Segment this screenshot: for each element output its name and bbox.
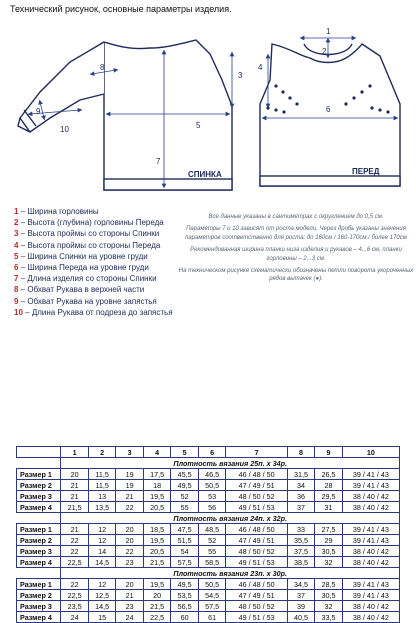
table-cell: 30,5 — [315, 590, 343, 601]
table-cell: 32 — [315, 557, 343, 568]
table-cell: 56 — [198, 502, 226, 513]
page-title: Технический рисунок, основные параметры изделия. — [10, 4, 232, 14]
table-section-row — [17, 458, 400, 469]
row-label: Размер 1 — [17, 524, 61, 535]
table-cell: 34 — [287, 480, 315, 491]
table-row — [17, 557, 400, 568]
table-cell: 39 — [287, 601, 315, 612]
table-cell: 20 — [116, 524, 144, 535]
table-cell: 61 — [198, 612, 226, 623]
table-cell: 32 — [315, 601, 343, 612]
table-cell: 50,5 — [198, 579, 226, 590]
table-cell: 54 — [171, 546, 199, 557]
table-cell: 49 / 51 / 53 — [226, 502, 287, 513]
table-cell: 47,5 — [171, 524, 199, 535]
front-label: ПЕРЕД — [352, 167, 380, 176]
legend-item: 10 – Длина Рукава от подреза до запястья — [14, 307, 173, 317]
note: Все данные указаны в сантиметрах с округлением до 0,5 см. — [208, 214, 384, 220]
legend-item: 3 – Высота проймы со стороны Спинки — [14, 229, 160, 239]
dim-label-2: 2 — [322, 47, 327, 56]
table-cell: 31,5 — [287, 469, 315, 480]
legend-item: 2 – Высота (глубина) горловины Переда — [14, 218, 164, 228]
table-cell: 19,5 — [143, 535, 171, 546]
table-cell: 21,5 — [61, 502, 89, 513]
section-spacer — [17, 458, 61, 469]
table-cell: 21 — [61, 524, 89, 535]
notes — [178, 213, 414, 288]
row-label: Размер 4 — [17, 612, 61, 623]
table-section-title: Плотность вязания 25п. х 34р. — [61, 458, 400, 469]
dim-label-9: 9 — [36, 107, 41, 116]
table-cell: 38 / 40 / 42 — [342, 601, 399, 612]
table-cell: 19,5 — [143, 579, 171, 590]
table-cell: 22 — [116, 546, 144, 557]
note: Рекомендованная ширина планки низа изделия и рукавов – 4...6 см, планки горловины – 2...3 см. — [190, 247, 402, 262]
table-cell: 39 / 41 / 43 — [342, 480, 399, 491]
table-cell: 49,5 — [171, 579, 199, 590]
column-header: 9 — [315, 447, 343, 458]
table-cell: 57,5 — [198, 601, 226, 612]
legend-item: 9 – Обхват Рукава на уровне запястья — [14, 296, 157, 306]
table-cell: 46 / 48 / 50 — [226, 469, 287, 480]
table-cell: 12 — [88, 535, 116, 546]
dim-label-7: 7 — [156, 157, 161, 166]
table-cell: 54,5 — [198, 590, 226, 601]
table-section-row — [17, 513, 400, 524]
table-cell: 20 — [116, 535, 144, 546]
back-label: СПИНКА — [188, 170, 222, 179]
table-cell: 29,5 — [315, 491, 343, 502]
column-header: 6 — [198, 447, 226, 458]
column-header: 10 — [342, 447, 399, 458]
table-cell: 14 — [88, 546, 116, 557]
table-cell: 19 — [116, 480, 144, 491]
table-cell: 20,5 — [143, 546, 171, 557]
column-header: 1 — [61, 447, 89, 458]
table-cell: 22 — [116, 502, 144, 513]
table-row — [17, 612, 400, 623]
table-row — [17, 502, 400, 513]
table-cell: 58,5 — [198, 557, 226, 568]
table-cell: 13 — [88, 491, 116, 502]
row-label: Размер 1 — [17, 579, 61, 590]
table-row — [17, 601, 400, 612]
table-cell: 22 — [61, 579, 89, 590]
table-cell: 28 — [315, 480, 343, 491]
row-label: Размер 2 — [17, 590, 61, 601]
size-table — [16, 446, 400, 623]
table-cell: 48 / 50 / 52 — [226, 546, 287, 557]
section-spacer — [17, 568, 61, 579]
column-header: 3 — [116, 447, 144, 458]
table-row — [17, 469, 400, 480]
table-cell: 53 — [198, 491, 226, 502]
table-cell: 14,5 — [88, 601, 116, 612]
table-cell: 46,5 — [198, 469, 226, 480]
table-cell: 26,5 — [315, 469, 343, 480]
table-cell: 37,5 — [287, 546, 315, 557]
table-cell: 55 — [171, 502, 199, 513]
table-cell: 12 — [88, 579, 116, 590]
table-cell: 35,5 — [287, 535, 315, 546]
section-spacer — [17, 513, 61, 524]
table-cell: 21 — [61, 491, 89, 502]
table-row — [17, 480, 400, 491]
dim-label-3: 3 — [238, 71, 243, 80]
table-row — [17, 491, 400, 502]
column-header: 4 — [143, 447, 171, 458]
table-cell: 15 — [88, 612, 116, 623]
table-cell: 22 — [61, 535, 89, 546]
table-cell: 22,5 — [61, 557, 89, 568]
legend-item: 6 – Ширина Переда на уровне груди — [14, 263, 149, 273]
note: Параметры 7 и 10 зависят от роста модели. Через дробь указаны значения параметров соответственно для роста: до 160см / 160-170см / более 170см — [185, 226, 407, 241]
table-cell: 23 — [116, 601, 144, 612]
table-cell: 38,5 — [287, 557, 315, 568]
table-cell: 11,5 — [88, 469, 116, 480]
dim-label-5: 5 — [196, 121, 201, 130]
table-cell: 37 — [287, 590, 315, 601]
table-cell: 24 — [61, 612, 89, 623]
table-cell: 52 — [171, 491, 199, 502]
table-cell: 18 — [143, 480, 171, 491]
table-cell: 52 — [198, 535, 226, 546]
table-cell: 13,5 — [88, 502, 116, 513]
front-garment — [260, 44, 400, 186]
table-cell: 19,5 — [143, 491, 171, 502]
parameter-legend — [14, 206, 194, 318]
table-cell: 46 / 48 / 50 — [226, 579, 287, 590]
note: На техническом рисунке схематически обозначены петли поворота укороченных рядов вытачек (●). — [178, 268, 414, 283]
dim-label-6: 6 — [326, 105, 331, 114]
column-header: 8 — [287, 447, 315, 458]
back-garment — [18, 40, 232, 190]
table-header-row — [17, 447, 400, 458]
table-cell: 19 — [116, 469, 144, 480]
table-section-title: Плотность вязания 23п. х 30р. — [61, 568, 400, 579]
technical-drawing — [0, 14, 416, 204]
table-cell: 48 / 50 / 52 — [226, 601, 287, 612]
table-cell: 11,5 — [88, 480, 116, 491]
dim-label-10: 10 — [60, 125, 69, 134]
table-cell: 22,5 — [61, 590, 89, 601]
column-header: 2 — [88, 447, 116, 458]
table-cell: 21 — [116, 491, 144, 502]
table-row — [17, 590, 400, 601]
table-row — [17, 535, 400, 546]
table-cell: 46 / 48 / 50 — [226, 524, 287, 535]
table-cell: 31 — [315, 502, 343, 513]
legend-item: 5 – Ширина Спинки на уровне груди — [14, 251, 148, 261]
row-label: Размер 4 — [17, 502, 61, 513]
row-label: Размер 4 — [17, 557, 61, 568]
row-label: Размер 3 — [17, 491, 61, 502]
table-cell: 39 / 41 / 43 — [342, 469, 399, 480]
table-section-title: Плотность вязания 24п. х 32р. — [61, 513, 400, 524]
table-cell: 12 — [88, 524, 116, 535]
legend-item: 4 – Высота проймы со стороны Переда — [14, 240, 161, 250]
table-cell: 45,5 — [171, 469, 199, 480]
table-cell: 23,5 — [61, 601, 89, 612]
table-body — [17, 458, 400, 623]
row-label: Размер 3 — [17, 546, 61, 557]
table-row — [17, 524, 400, 535]
table-cell: 30,5 — [315, 546, 343, 557]
table-cell: 21 — [116, 590, 144, 601]
row-label: Размер 2 — [17, 480, 61, 491]
table-cell: 47 / 49 / 51 — [226, 535, 287, 546]
table-cell: 53,5 — [171, 590, 199, 601]
table-cell: 47 / 49 / 51 — [226, 480, 287, 491]
table-cell: 23 — [116, 557, 144, 568]
table-cell: 40,5 — [287, 612, 315, 623]
table-cell: 51,5 — [171, 535, 199, 546]
table-row — [17, 579, 400, 590]
table-section-row — [17, 568, 400, 579]
table-cell: 47 / 49 / 51 — [226, 590, 287, 601]
dim-label-4: 4 — [258, 63, 263, 72]
column-header: 7 — [226, 447, 287, 458]
table-cell: 48,5 — [198, 524, 226, 535]
table-cell: 48 / 50 / 52 — [226, 491, 287, 502]
table-cell: 21 — [61, 480, 89, 491]
table-cell: 22,5 — [143, 612, 171, 623]
legend-item: 7 – Длина изделия со стороны Спинки — [14, 274, 157, 284]
dim-label-1: 1 — [326, 27, 331, 36]
table-cell: 39 / 41 / 43 — [342, 524, 399, 535]
table-row — [17, 546, 400, 557]
table-cell: 33 — [287, 524, 315, 535]
table-cell: 24 — [116, 612, 144, 623]
dim-label-8: 8 — [100, 63, 105, 72]
table-cell: 60 — [171, 612, 199, 623]
table-cell: 38 / 40 / 42 — [342, 491, 399, 502]
table-corner — [17, 447, 61, 458]
table-cell: 12,5 — [88, 590, 116, 601]
table-cell: 49 / 51 / 53 — [226, 612, 287, 623]
table-cell: 49 / 51 / 53 — [226, 557, 287, 568]
table-cell: 38 / 40 / 42 — [342, 557, 399, 568]
table-cell: 57,5 — [171, 557, 199, 568]
table-cell: 28,5 — [315, 579, 343, 590]
table-cell: 55 — [198, 546, 226, 557]
table-cell: 38 / 40 / 42 — [342, 502, 399, 513]
row-label: Размер 2 — [17, 535, 61, 546]
table-cell: 50,5 — [198, 480, 226, 491]
table-cell: 20 — [116, 579, 144, 590]
table-cell: 20 — [143, 590, 171, 601]
table-cell: 56,5 — [171, 601, 199, 612]
table-cell: 21,5 — [143, 601, 171, 612]
table-cell: 20,5 — [143, 502, 171, 513]
table-cell: 39 / 41 / 43 — [342, 579, 399, 590]
table-cell: 39 / 41 / 43 — [342, 535, 399, 546]
legend-item: 8 – Обхват Рукава в верхней части — [14, 285, 145, 295]
table-cell: 29 — [315, 535, 343, 546]
table-cell: 21,5 — [143, 557, 171, 568]
table-cell: 36 — [287, 491, 315, 502]
table-cell: 34,5 — [287, 579, 315, 590]
table-cell: 14,5 — [88, 557, 116, 568]
legend-item: 1 – Ширина горловины — [14, 207, 99, 216]
row-label: Размер 1 — [17, 469, 61, 480]
table-cell: 33,5 — [315, 612, 343, 623]
table-cell: 17,5 — [143, 469, 171, 480]
table-cell: 27,5 — [315, 524, 343, 535]
column-header: 5 — [171, 447, 199, 458]
table-cell: 18,5 — [143, 524, 171, 535]
table-cell: 20 — [61, 469, 89, 480]
table-cell: 38 / 40 / 42 — [342, 612, 399, 623]
table-cell: 37 — [287, 502, 315, 513]
table-cell: 38 / 40 / 42 — [342, 546, 399, 557]
table-cell: 49,5 — [171, 480, 199, 491]
table-cell: 39 / 41 / 43 — [342, 590, 399, 601]
row-label: Размер 3 — [17, 601, 61, 612]
table-cell: 22 — [61, 546, 89, 557]
